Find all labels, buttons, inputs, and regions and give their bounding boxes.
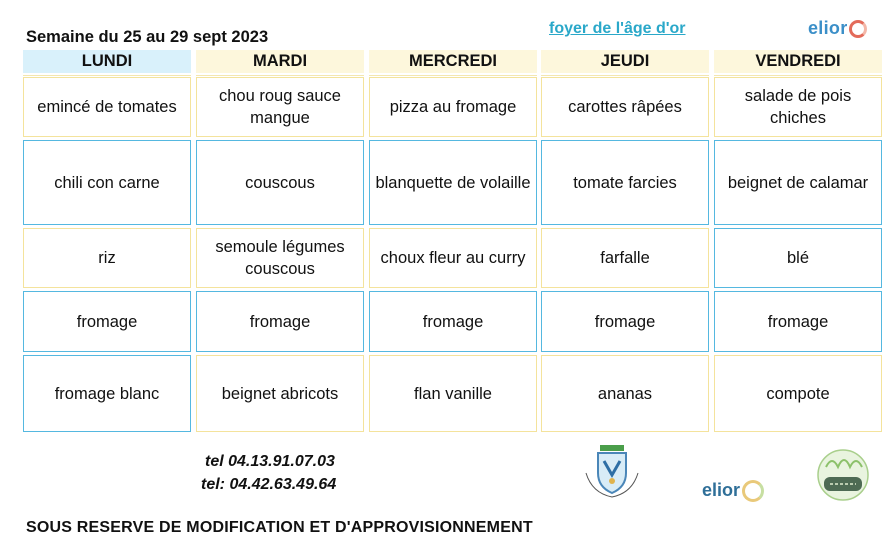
day-header-vendredi: VENDREDI [714,50,882,73]
menu-cell-mercredi-entree: pizza au fromage [369,77,537,137]
footer-disclaimer: SOUS RESERVE DE MODIFICATION ET D'APPROVISIONNEMENT [26,519,533,536]
menu-cell-vendredi-dessert: compote [714,355,882,432]
elior-logo-bottom [702,480,764,502]
menu-cell-lundi-dessert: fromage blanc [23,355,191,432]
menu-cell-vendredi-plat: beignet de calamar [714,140,882,225]
menu-cell-jeudi-plat: tomate farcies [541,140,709,225]
elior-wordmark: elior [808,18,848,38]
menu-cell-lundi-accompagnement: riz [23,228,191,288]
day-header-mardi: MARDI [196,50,364,73]
elior-logo-top [808,18,867,39]
label-badge-icon [812,445,874,501]
menu-cell-mardi-plat: couscous [196,140,364,225]
day-header-lundi: LUNDI [23,50,191,73]
menu-cell-lundi-entree: emincé de tomates [23,77,191,137]
menu-cell-vendredi-entree: salade de pois chiches [714,77,882,137]
menu-cell-mardi-entree: chou roug sauce mangue [196,77,364,137]
menu-cell-mardi-dessert: beignet abricots [196,355,364,432]
menu-cell-vendredi-fromage: fromage [714,291,882,352]
venue-link[interactable]: foyer de l'âge d'or [549,20,686,37]
menu-cell-mercredi-fromage: fromage [369,291,537,352]
menu-cell-mercredi-plat: blanquette de volaille [369,140,537,225]
day-header-jeudi: JEUDI [541,50,709,73]
menu-cell-mercredi-accompagnement: choux fleur au curry [369,228,537,288]
menu-cell-mercredi-dessert: flan vanille [369,355,537,432]
week-title: Semaine du 25 au 29 sept 2023 [26,28,269,46]
menu-cell-jeudi-dessert: ananas [541,355,709,432]
day-header-mercredi: MERCREDI [369,50,537,73]
elior-logo-icon [742,480,764,502]
menu-cell-lundi-plat: chili con carne [23,140,191,225]
phone-number-1[interactable]: tel 04.13.91.07.03 [205,453,335,470]
menu-cell-jeudi-accompagnement: farfalle [541,228,709,288]
menu-cell-jeudi-fromage: fromage [541,291,709,352]
elior-logo-icon [849,20,867,38]
elior-wordmark-bottom: elior [702,480,741,500]
phone-number-2[interactable]: tel: 04.42.63.49.64 [201,476,337,493]
menu-cell-jeudi-entree: carottes râpées [541,77,709,137]
menu-cell-vendredi-accompagnement: blé [714,228,882,288]
menu-cell-mardi-fromage: fromage [196,291,364,352]
crest-icon [580,443,644,499]
menu-cell-lundi-fromage: fromage [23,291,191,352]
menu-cell-mardi-accompagnement: semoule légumes couscous [196,228,364,288]
